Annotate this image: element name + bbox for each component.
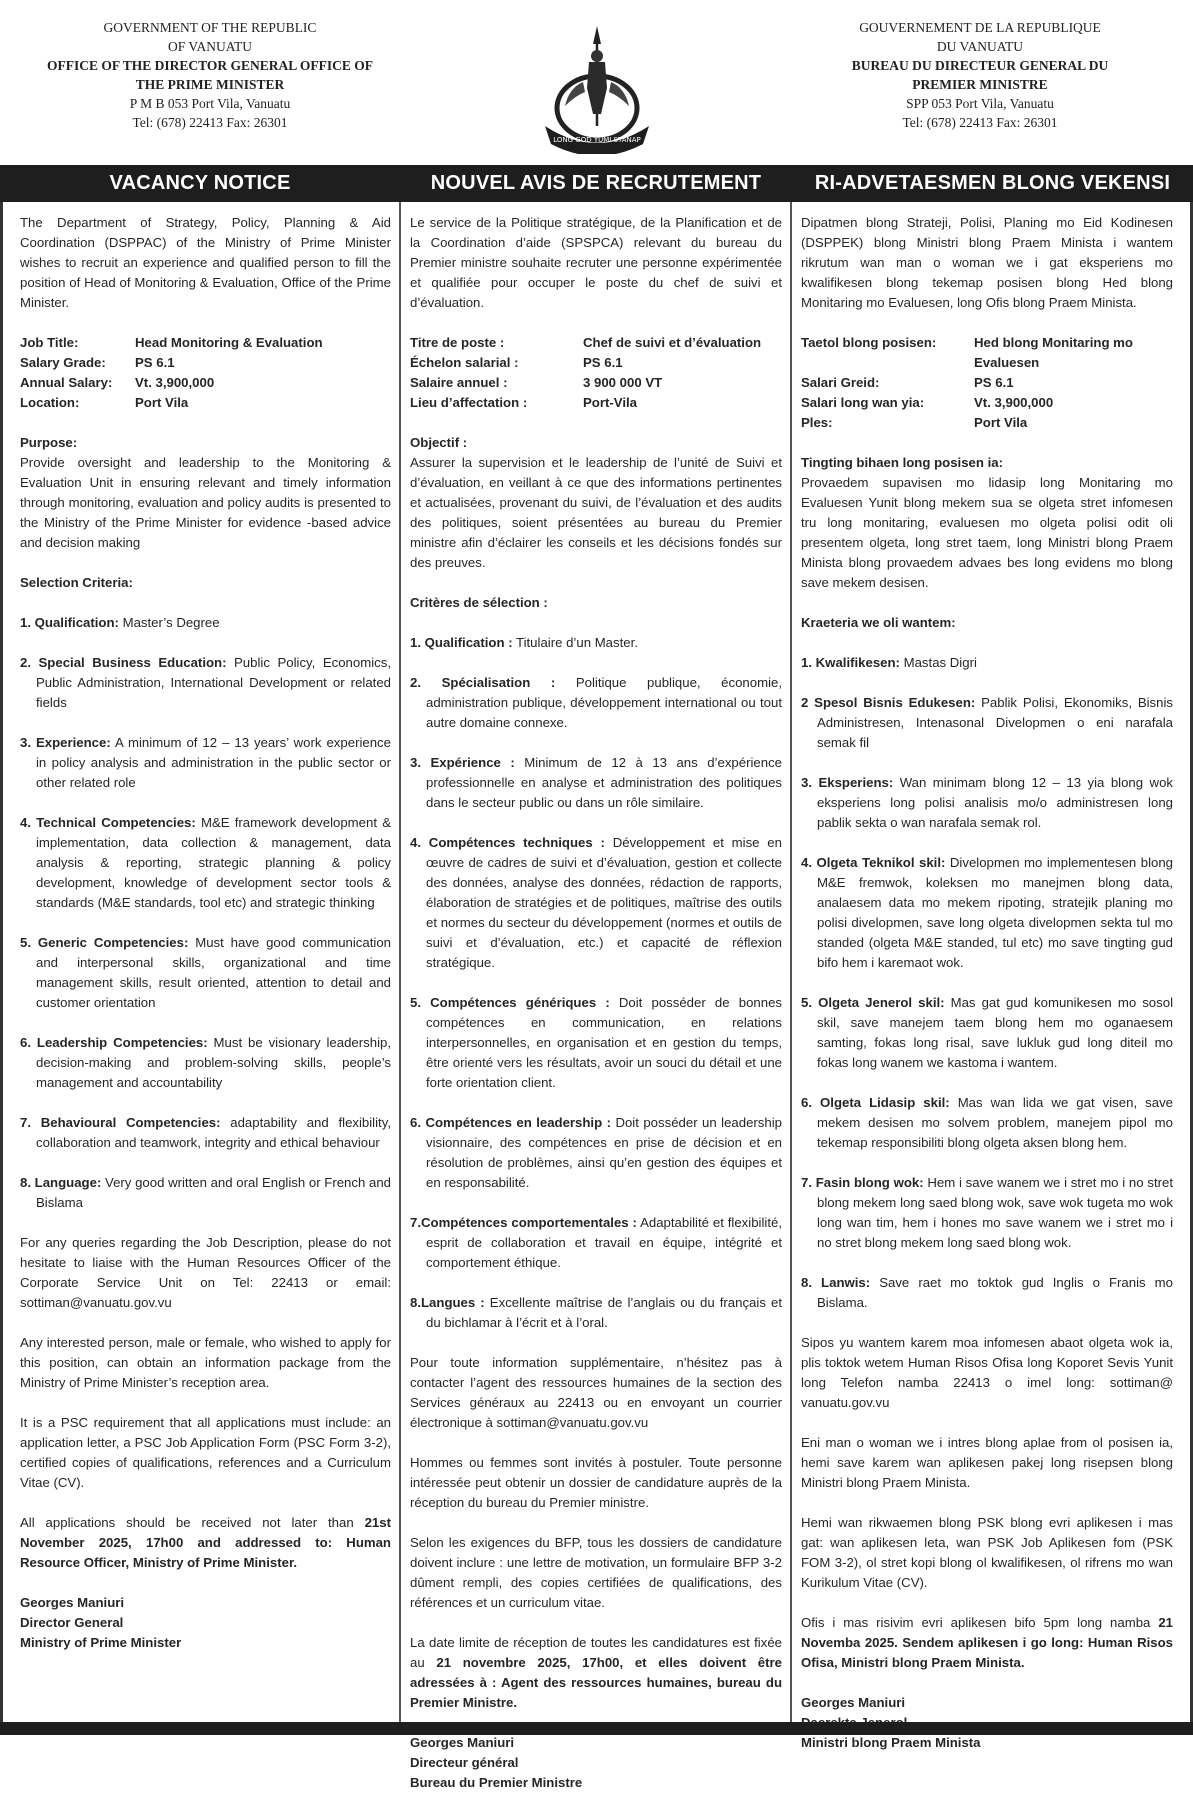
job-detail-value: PS 6.1 [135,355,175,370]
criteria-item [410,633,782,653]
purpose-heading: Objectif : [410,435,468,450]
purpose-section [801,453,1173,593]
job-detail-label: Échelon salarial : [410,355,519,370]
criteria-label: 1. Kwalifikesen: [801,655,900,670]
criteria-text: Very good written and oral English or French and Bislama [36,1175,391,1210]
criteria-text: Minimum de 12 à 13 ans d’expérience professionnelle en analyse et administration des politiques dans le secteur public ou dans un rôle similaire. [426,755,782,810]
purpose-text: Assurer la supervision et le leadership de l’unité de Suivi et d’évaluation, en veillant à ce que des informations pertinentes et actualisées, provenant du suivi, de l’évaluation et des audits des politiques, soient présentées au bureau du Premier ministre afin d’éclairer les conseils et les décisions fondés sur des preuves. [410,455,782,570]
crest-motto: LONG GOD YUMI STANAP [553,136,641,144]
requirements-paragraph: Hemi wan rikwaemen blong PSK blong evri aplikesen i mas gat: wan aplikesen leta, wan PSK Job Aplikesen fom (PSK FOM 3-2), ol stret kopi blong ol kwalifikesen, ol rifrens mo wan Kurikulum Vitae (CV). [801,1515,1173,1590]
criteria-text: Développement et mise en œuvre de cadres de suivi et d’évaluation, gestion et collecte des données, analyse des données, rédaction de rapports, élaboration de stratégies et de politiques, maîtrise des outils et normes du secteur du développement (normes et outils de suivi et d’évaluation, etc.) et capacité de réflexion stratégique. [426,835,782,970]
criteria-text: Pablik Polisi, Ekonomiks, Bisnis Administresen, Intenasonal Divelopmen o eni narafala semak fil [817,695,1173,750]
french-title: NOUVEL AVIS DE RECRUTEMENT [430,172,762,194]
criteria-label: 7.Compétences comportementales : [410,1215,637,1230]
job-detail-row [20,353,323,373]
job-detail-label: Taetol blong posisen: [801,335,937,350]
criteria-text: Master’s Degree [118,615,220,630]
deadline-date: 21 novembre 2025, 17h00, et elles doivent être adressées à : Agent des ressources humaines, bureau du Premier Ministre. [410,1655,782,1710]
letterhead-address: SPP 053 Port Vila, Vanuatu [906,96,1054,111]
title-bar [0,165,1193,202]
letterhead-line: GOUVERNEMENT DE LA REPUBLIQUE [859,20,1101,35]
job-detail-row [801,393,1173,413]
interested-paragraph: Eni man o woman we i intres blong aplae from ol posisen ia, hemi save karem wan aplikesen pakej long risepsen blong Ministri blong Praem Minista. [801,1435,1173,1490]
criteria-text: Mastas Digri [899,655,977,670]
deadline-paragraph [801,1613,1173,1673]
deadline-date: 21st November 2025, 17h00 and addressed to: Human Resource Officer, Ministry of Prime Minister. [20,1515,391,1570]
job-detail-label: Salari Greid: [801,375,880,390]
criteria-heading: Kraeteria we oli wantem: [801,615,956,630]
intro-paragraph: Dipatmen blong Strateji, Polisi, Planing mo Eid Kodinesen (DSPPEK) blong Ministri blong Praem Minista i wantem rikrutum wan man o woman we i gat eksperiens mo kwalifikesen blong tekemap posisen blong Hed blong Monitaring mo Evaluesen, long Ofis blong Praem Minista. [801,215,1173,310]
job-detail-label: Lieu d’affectation : [410,395,528,410]
purpose-text: Provide oversight and leadership to the Monitoring & Evaluation Unit in ensuring relevant and timely information through monitoring, evaluation and policy audits is presented to the Ministry of the Prime Minister for evidence -based advice and decision making [20,455,391,550]
criteria-item [801,653,1173,673]
letterhead-line: OF VANUATU [168,39,252,54]
letterhead-english [20,18,400,132]
job-detail-row [20,373,323,393]
purpose-heading: Tingting bihaen long posisen ia: [801,455,1003,470]
job-detail-label: Salaire annuel : [410,375,508,390]
criteria-text: A minimum of 12 – 13 years’ work experience in policy analysis and administration in the public sector or other related role [36,735,391,790]
job-detail-value: Vt. 3,900,000 [974,395,1054,410]
job-details [20,333,323,413]
criteria-item [801,993,1173,1073]
signatory-name: Georges Maniuri [801,1695,906,1710]
intro-paragraph: Le service de la Politique stratégique, de la Planification et de la Coordination d’aide (SPSPCA) relevant du bureau du Premier ministre souhaite recruter une personne expérimentée et qualifiée pour occuper le poste du chef de suivi et d’évaluation. [410,215,782,310]
job-detail-value: Vt. 3,900,000 [135,375,215,390]
job-detail-value: Port Vila [974,415,1028,430]
purpose-section [20,433,391,553]
interested-paragraph: Hommes ou femmes sont invités à postuler. Toute personne intéressée peut obtenir un dossier de candidature auprès de la réception du bureau du Premier ministre. [410,1455,782,1510]
criteria-label: 6. Leadership Competencies: [20,1035,208,1050]
criteria-label: 3. Expérience : [410,755,515,770]
criteria-item [20,1113,391,1153]
criteria-item [801,1093,1173,1153]
criteria-text: Mas wan lida we gat visen, save mekem desisen mo solvem problem, manejem pipol mo tekemap responsibiliti blong olgeta aksen blong hem. [817,1095,1173,1150]
job-detail-row [410,333,761,353]
criteria-label: 3. Eksperiens: [801,775,894,790]
criteria-text: Divelopmen mo implementesen blong M&E fremwok, koleksen mo manejmen blong data, analaesem data mo mekem ripoting, stratejik planing mo polisi divelopmen, save long olgeta divelopmen sekta tul mo standed (olgeta M&E standed, tul etc) mo save tingting gud bifo hem i karemaot wok. [817,855,1173,970]
criteria-text: Save raet mo toktok gud Inglis o Franis mo Bislama. [817,1275,1174,1310]
job-detail-label: Titre de poste : [410,335,505,350]
criteria-text: Adaptabilité et flexibilité, esprit de collaboration et travail en équipe, intégrité et comportement éthique. [426,1215,782,1270]
criteria-label: 5. Generic Competencies: [20,935,189,950]
job-detail-label: Location: [20,395,80,410]
criteria-label: 1. Qualification : [410,635,513,650]
criteria-heading: Critères de sélection : [410,595,548,610]
deadline-paragraph [410,1633,782,1713]
bislama-column [801,213,1173,1753]
criteria-item [410,833,782,973]
criteria-item [801,1273,1173,1313]
criteria-label: 2. Spécialisation : [410,675,556,690]
criteria-text: Politique publique, économie, administration publique, développement international ou tout autre domaine connexe. [426,675,783,730]
requirements-paragraph: Selon les exigences du BFP, tous les dossiers de candidature doivent inclure : une lettre de motivation, un formulaire BFP 3-2 dûment rempli, des copies certifiées de qualifications, des références et un curriculum vitae. [410,1535,782,1610]
criteria-text: Must have good communication and interpersonal skills, organizational and time management skills, result oriented, attention to detail and customer orientation [36,935,391,1010]
letterhead-line: GOVERNMENT OF THE REPUBLIC [103,20,317,35]
deadline-text: Ofis i mas risivim evri aplikesen bifo 5pm long namba [801,1615,1159,1630]
letterhead-phone: Tel: (678) 22413 Fax: 26301 [902,115,1058,130]
signatory-office: Bureau du Premier Ministre [410,1775,583,1790]
job-detail-row [801,373,1173,393]
frame-left-border [0,202,3,1722]
letterhead-office: PREMIER MINISTRE [912,77,1048,92]
job-detail-row [801,413,1173,433]
criteria-label: 5. Compétences génériques : [410,995,610,1010]
letterhead-office: BUREAU DU DIRECTEUR GENERAL DU [851,58,1109,73]
criteria-item [801,773,1173,833]
job-detail-value: Head Monitoring & Evaluation [135,335,323,350]
queries-paragraph: Pour toute information supplémentaire, n’hésitez pas à contacter l’agent des ressources humaines de la section des Services généraux au 22413 ou en envoyant un courrier électronique à sottiman@vanuatu.gov.vu [410,1355,782,1430]
criteria-text: Doit posséder un leadership visionnaire, des compétences en prise de décision et en résolution de problèmes, ainsi qu’en gestion des équipes et en responsabilité. [426,1115,782,1190]
job-detail-row [410,353,761,373]
letterhead-french [790,18,1170,132]
job-detail-row [20,393,323,413]
job-details [410,333,761,413]
job-detail-value: Hed blong Monitaring mo Evaluesen [974,335,1133,370]
criteria-label: 7. Fasin blong wok: [801,1175,924,1190]
criteria-label: 2 Spesol Bisnis Edukesen: [801,695,976,710]
criteria-label: 4. Technical Competencies: [20,815,196,830]
deadline-text: La date limite de réception de toutes les candidatures est fixée au [410,1635,782,1670]
criteria-item [20,813,391,913]
job-detail-value: PS 6.1 [974,375,1014,390]
criteria-text: Must be visionary leadership, decision-making and problem-solving skills, people’s management and accountability [36,1035,392,1090]
bislama-title: RI-ADVETAESMEN BLONG VEKENSI [814,172,1171,194]
criteria-item [801,693,1173,753]
job-detail-value: Port-Vila [583,395,637,410]
job-detail-value: 3 900 000 VT [583,375,663,390]
letterhead-phone: Tel: (678) 22413 Fax: 26301 [132,115,288,130]
criteria-item [410,673,782,733]
letterhead-office: OFFICE OF THE DIRECTOR GENERAL OFFICE OF [46,58,374,73]
criteria-text: M&E framework development & implementation, data collection & management, data analysis & reporting, strategic planning & policy development, knowledge of development sector tools & standards (M&E standards, tool etc) and strategic thinking [36,815,391,910]
deadline-text: All applications should be received not later than [20,1515,365,1530]
criteria-item [20,653,391,713]
job-details [801,333,1173,433]
intro-paragraph: The Department of Strategy, Policy, Planning & Aid Coordination (DSPPAC) of the Ministry of Prime Minister wishes to recruit an experience and qualified person to fill the position of Head of Monitoring & Evaluation, Office of the Prime Minister. [20,215,391,310]
english-column [20,213,391,1653]
criteria-label: 4. Compétences techniques : [410,835,605,850]
criteria-text: Hem i save wanem we i stret mo i no stret blong mekem long saed blong wok, save wok tugeta mo wok long wan tim, hem i hones mo save wanem we i stret mo i no stret blong mekem long saed blong wok. [817,1175,1174,1250]
criteria-item [801,1173,1173,1253]
signatory-name: Georges Maniuri [410,1735,515,1750]
criteria-item [410,993,782,1093]
criteria-label: 6. Compétences en leadership : [410,1115,611,1130]
criteria-text: adaptability and flexibility, collaboration and teamwork, integrity and ethical behaviour [36,1115,391,1150]
criteria-item [20,1173,391,1213]
job-detail-row [801,333,1173,373]
criteria-item [20,613,391,633]
french-column [410,213,782,1793]
interested-paragraph: Any interested person, male or female, who wished to apply for this position, can obtain an information package from the Ministry of Prime Minister’s reception area. [20,1335,391,1390]
job-detail-row [410,393,761,413]
vanuatu-coat-of-arms-icon [539,22,655,154]
criteria-label: 8. Lanwis: [801,1275,871,1290]
job-detail-label: Job Title: [20,335,79,350]
deadline-paragraph [20,1513,391,1573]
signatory-office: Ministry of Prime Minister [20,1635,182,1650]
signatory-name: Georges Maniuri [20,1595,125,1610]
criteria-item [410,1213,782,1273]
job-detail-label: Ples: [801,415,833,430]
purpose-text: Provaedem supavisen mo lidasip long Monitaring mo Evaluesen Yunit blong mekem sua se olgeta stret infomesen tru long monitaring, evaluesen mo olgeta polisi odit oli presentem olgeta, long stret taem, long Ministri blong Praem Minista blong provaedem advaes bes long evidens mo blong save mekem desisen. [801,475,1173,590]
requirements-paragraph: It is a PSC requirement that all applications must include: an application letter, a PSC Job Application Form (PSC Form 3-2), certified copies of qualifications, references and a Curriculum Vitae (CV). [20,1415,391,1490]
criteria-label: 1. Qualification: [20,615,119,630]
criteria-text: Mas gat gud komunikesen mo sosol skil, save manejem taem blong hem mo oganaesem samting, fokas long risal, save lukluk gud long diteil mo fokas long wanem we kastoma i wantem. [817,995,1174,1070]
criteria-item [410,1113,782,1193]
criteria-label: 5. Olgeta Jenerol skil: [801,995,945,1010]
letterhead-line: DU VANUATU [936,39,1024,54]
criteria-text: Wan minimam blong 12 – 13 yia blong wok eksperiens long polisi analisis mo/o administresen long pablik sekta o wan narafala semak rol. [817,775,1173,830]
queries-paragraph: Sipos yu wantem karem moa infomesen abaot olgeta wok ia, plis toktok wetem Human Risos Ofisa long Koporet Sevis Yunit long Telefon namba 22413 o imel long: sottiman@ vanuatu.gov.vu [801,1335,1173,1410]
criteria-label: 4. Olgeta Teknikol skil: [801,855,946,870]
job-detail-label: Salary Grade: [20,355,106,370]
letterhead-header [0,0,1193,165]
criteria-text: Excellente maîtrise de l’anglais ou du français et du bichlamar à l’écrit et à l’oral. [426,1295,783,1330]
criteria-label: 8. Language: [20,1175,102,1190]
letterhead-office: THE PRIME MINISTER [135,77,285,92]
criteria-text: Doit posséder de bonnes compétences en communication, en relations interpersonnelles, en organisation et en gestion du temps, être orienté vers les résultats, avoir un souci du détail et une forte orientation client. [426,995,783,1090]
footer-bar [0,1722,1193,1735]
english-title: VACANCY NOTICE [109,172,291,194]
job-detail-row [410,373,761,393]
criteria-label: 2. Special Business Education: [20,655,227,670]
deadline-date: 21 Novemba 2025. Sendem aplikesen i go long: Human Risos Ofisa, Ministri blong Praem Minista. [801,1615,1173,1670]
criteria-text: Public Policy, Economics, Public Administration, International Development or related fields [36,655,391,710]
signatory-title: Directeur général [410,1755,519,1770]
criteria-label: 6. Olgeta Lidasip skil: [801,1095,950,1110]
signatory-title: Director General [20,1615,124,1630]
job-detail-label: Salari long wan yia: [801,395,925,410]
criteria-heading: Selection Criteria: [20,575,133,590]
criteria-text: Titulaire d’un Master. [512,635,638,650]
criteria-item [801,853,1173,973]
job-detail-label: Annual Salary: [20,375,113,390]
criteria-item [410,753,782,813]
column-divider [790,202,792,1722]
criteria-item [20,733,391,793]
purpose-heading: Purpose: [20,435,78,450]
column-divider [399,202,401,1722]
criteria-item [20,1033,391,1093]
signatory-office: Ministri blong Praem Minista [801,1735,981,1750]
job-detail-value: PS 6.1 [583,355,623,370]
job-detail-row [20,333,323,353]
criteria-label: 3. Experience: [20,735,111,750]
criteria-label: 7. Behavioural Competencies: [20,1115,221,1130]
purpose-section [410,433,782,573]
criteria-item [410,1293,782,1333]
job-detail-value: Port Vila [135,395,189,410]
letterhead-address: P M B 053 Port Vila, Vanuatu [129,96,291,111]
criteria-item [20,933,391,1013]
criteria-label: 8.Langues : [410,1295,485,1310]
queries-paragraph: For any queries regarding the Job Description, please do not hesitate to liaise with the Human Resources Officer of the Corporate Service Unit on Tel: 22413 or email: sottiman@vanuatu.gov.vu [20,1235,391,1310]
job-detail-value: Chef de suivi et d’évaluation [583,335,762,350]
